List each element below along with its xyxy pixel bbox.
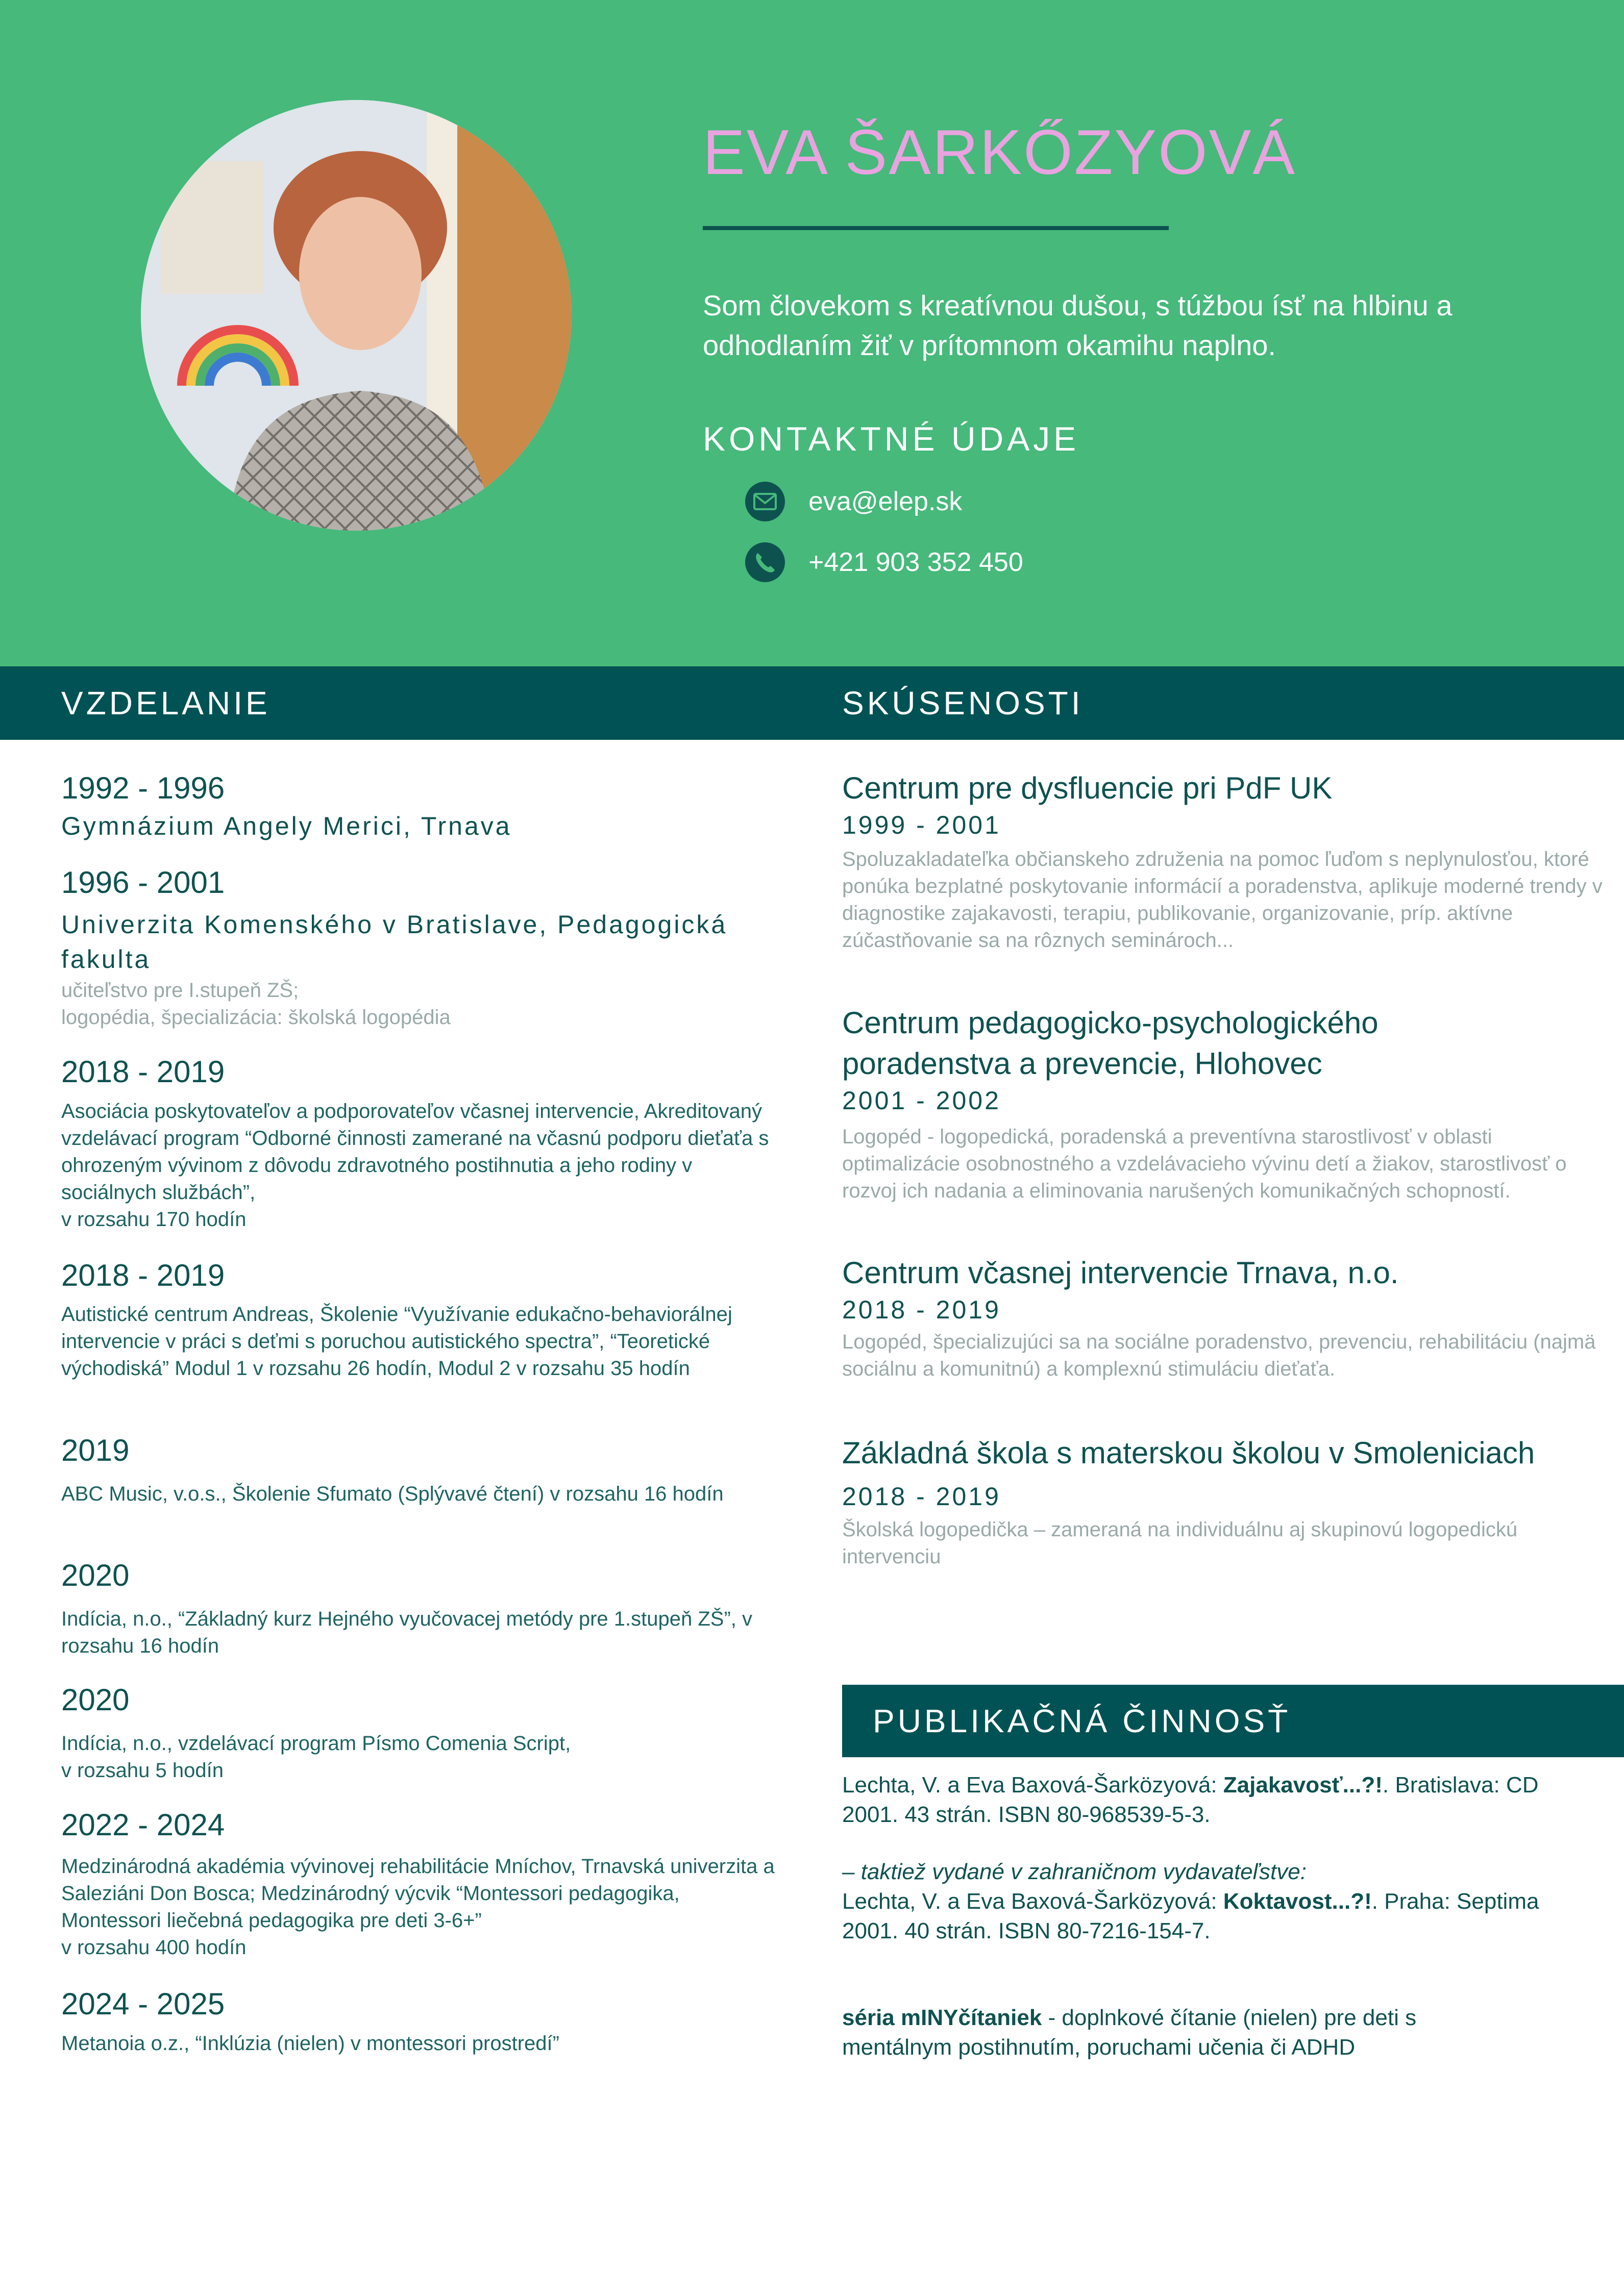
publication-details: . Bratislava: CD 2001. 43 strán. ISBN 80-968539-5-3. [842,1773,1539,1827]
experience-years: 2018 - 2019 [842,1482,1001,1511]
publication-item [842,1887,1582,1946]
experience-title: Centrum pedagogicko-psychologického poradenstva a prevencie, Hlohovec [842,1006,1379,1081]
section-heading-publications: PUBLIKAČNÁ ČINNOSŤ [842,1685,1624,1757]
portrait-illustration [141,100,572,531]
education-school: Univerzita Komenského v Bratislave, Pedagogická fakulta [61,910,728,974]
education-years: 2022 - 2024 [61,1808,225,1842]
experience-years: 2018 - 2019 [842,1295,1001,1324]
education-detail: učiteľstvo pre I.stupeň ZŠ; [61,979,299,1002]
publication-item [842,1770,1582,1830]
publication-authors: Lechta, V. a Eva Baxová-Šarközyová: [842,1889,1223,1914]
personal-motto: Som človekom s kreatívnou dušou, s túžbou ísť na hlbinu a odhodlaním žiť v prítomnom okamihu naplno. [703,289,1453,361]
phone-icon [745,542,785,582]
education-description: Indícia, n.o., vzdelávací program Písmo Comenia Script, [61,1732,571,1755]
education-school: Gymnázium Angely Merici, Trnava [61,812,512,840]
education-description: Medzinárodná akadémia vývinovej rehabilitácie Mníchov, Trnavská univerzita a Saleziáni Don Bosca; Medzinárodný výcvik “Montessori pedagogika, Montessori liečebná pedagogika pre deti 3-6+” [61,1855,775,1932]
education-years: 2020 [61,1558,130,1592]
section-heading-experience: SKÚSENOSTI [832,666,1624,740]
experience-description: Logopéd - logopedická, poradenská a preventívna starostlivosť v oblasti optimalizácie osobnostného a vzdelávacieho vývinu detí a žiakov, starostlivosť o rozvoj ich nadania a eliminovania narušených komunikačných schopností. [842,1126,1567,1202]
publication-title: Zajakavosť...?! [1223,1773,1383,1798]
section-heading-education: VZDELANIE [0,666,832,740]
education-years: 2019 [61,1433,130,1467]
publication-series-description: - doplnkové čítanie (nielen) pre deti s mentálnym postihnutím, poruchami učenia či ADHD [842,2005,1417,2060]
publication-details: . Praha: Septima 2001. 40 strán. ISBN 80-7216-154-7. [842,1889,1539,1943]
education-description: Autistické centrum Andreas, Školenie “Využívanie edukačno-behaviorálnej intervencie v práci s deťmi s poruchou autistického spectra”, “Teoretické východiská” Modul 1 v rozsahu 26 hodín, Modul 2 v rozsahu 35 hodín [61,1303,732,1380]
education-duration: v rozsahu 5 hodín [61,1759,224,1782]
publication-note [842,1857,1582,1887]
contact-email-row [745,481,962,522]
publication-title: Koktavost...?! [1223,1889,1372,1914]
education-description: Asociácia poskytovateľov a podporovateľov včasnej intervencie, Akreditovaný vzdelávací program “Odborné činnosti zamerané na včasnú podporu dieťaťa s ohrozeným vývinom z dôvodu zdravotného postihnutia a jeho rodiny v sociálnych službách”, [61,1100,769,1204]
experience-title: Centrum pre dysfluencie pri PdF UK [842,771,1333,805]
person-name: EVA ŠARKŐZYOVÁ [703,117,1296,188]
education-detail: logopédia, špecializácia: školská logopédia [61,1006,451,1029]
education-description: Indícia, n.o., “Základný kurz Hejného vyučovacej metódy pre 1.stupeň ZŠ”, v rozsahu 16 hodín [61,1608,752,1657]
contact-heading: KONTAKTNÉ ÚDAJE [703,420,1080,458]
publication-series-title: séria mINYčítaniek [842,2005,1042,2030]
experience-description: Logopéd, špecializujúci sa na sociálne poradenstvo, prevenciu, rehabilitáciu (najmä sociálnu a komunitnú) a komplexnú stimuláciu dieťaťa. [842,1331,1596,1380]
education-years: 1992 - 1996 [61,771,225,805]
education-years: 2020 [61,1683,130,1717]
experience-years: 2001 - 2002 [842,1086,1001,1115]
experience-description: Spoluzakladateľka občianskeho združenia na pomoc ľuďom s neplynulosťou, ktoré ponúka bezplatné poskytovanie informácií a poradenstva, aplikuje moderné trendy v diagnostike zajakavosti, terapiu, publikovanie, organizovanie, príp. aktívne zúčastňovanie sa na rôznych seminároch... [842,848,1603,952]
name-underline [703,226,1169,230]
publication-foreign-note: – taktiež vydané v zahraničnom vydavateľstve: [842,1859,1307,1884]
education-years: 2024 - 2025 [61,1987,225,2021]
experience-title: Centrum včasnej intervencie Trnava, n.o. [842,1256,1399,1290]
education-duration: v rozsahu 400 hodín [61,1936,247,1959]
contact-phone-row [745,542,1023,583]
mail-icon [745,482,785,521]
publication-authors: Lechta, V. a Eva Baxová-Šarközyová: [842,1773,1223,1798]
education-years: 2018 - 2019 [61,1258,225,1292]
experience-title: Základná škola s materskou školou v Smoleniciach [842,1436,1535,1470]
publication-item [842,2003,1506,2062]
phone-link[interactable]: +421 903 352 450 [808,547,1023,577]
education-years: 1996 - 2001 [61,865,225,900]
education-description: Metanoia o.z., “Inklúzia (nielen) v montessori prostredí” [61,2032,559,2055]
education-duration: v rozsahu 170 hodín [61,1208,247,1231]
education-description: ABC Music, v.o.s., Školenie Sfumato (Splývavé čtení) v rozsahu 16 hodín [61,1483,724,1505]
email-link[interactable]: eva@elep.sk [808,487,963,516]
education-years: 2018 - 2019 [61,1055,225,1089]
experience-description: Školská logopedička – zameraná na individuálnu aj skupinovú logopedickú intervenciu [842,1518,1518,1568]
profile-photo [141,100,572,531]
experience-years: 1999 - 2001 [842,811,1001,839]
